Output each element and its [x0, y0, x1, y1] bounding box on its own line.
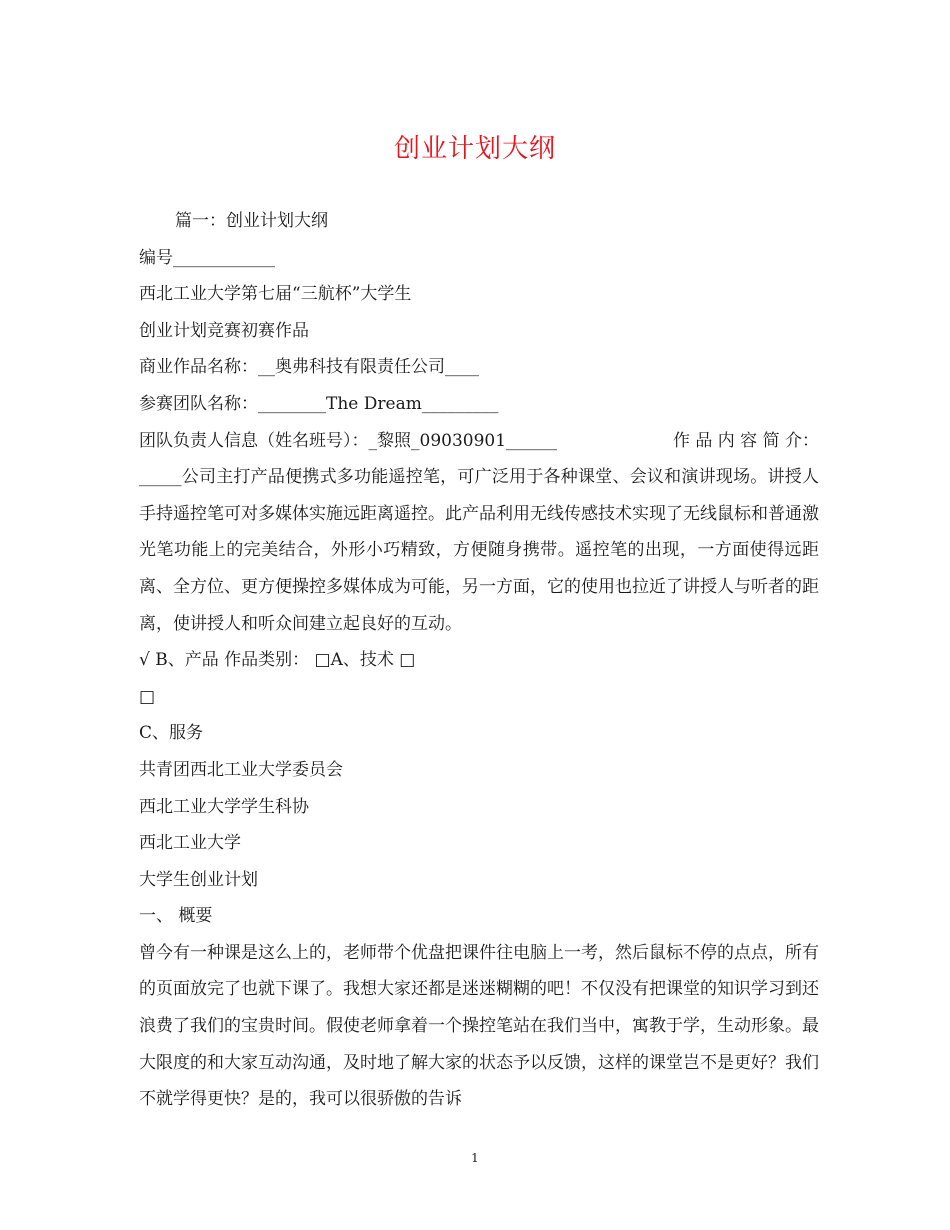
org-line-1: 共青团西北工业大学委员会 [139, 759, 343, 780]
leader-info: 团队负责人信息（姓名班号）：_黎照_09030901______ [139, 430, 558, 451]
plan-title-line: 大学生创业计划 [139, 869, 258, 890]
work-name-line: 商业作品名称：__奥弗科技有限责任公司____ [139, 357, 479, 378]
intro-paragraph: _____公司主打产品便携式多功能遥控笔，可广泛用于各种课堂、会议和演讲现场。讲授人手持遥控笔可对多媒体实施远距离遥控。此产品利用无线传感技术实现了无线鼠标和普通激光笔功能上的完美结合，外形小巧精致，方便随身携带。遥控笔的出现，一方面使得远距离、全方位、更方便操控多媒体成为可能，另一方面，它的使用也拉近了讲授人与听者的距离，使讲授人和听众间建立起良好的互动。 [139, 467, 819, 634]
document-title: 创业计划大纲 [393, 134, 556, 164]
service-line: C、服务 [139, 723, 204, 744]
org-line-2: 西北工业大学学生科协 [139, 796, 309, 817]
competition-line: 创业计划竞赛初赛作品 [139, 320, 309, 341]
serial-number-line: 编号____________ [139, 247, 275, 268]
article-heading: 篇一：创业计划大纲 [175, 211, 328, 231]
document-body [139, 203, 819, 1118]
team-name-line: 参赛团队名称：________The Dream_________ [139, 393, 499, 414]
checkbox-line: □ [139, 686, 156, 707]
intro-label: 作 品 内 容 简 介： [672, 430, 819, 451]
category-line: √ B、产品 作品类别： □A、技术 □ [139, 650, 416, 671]
page-number: 1 [471, 1151, 479, 1165]
section-heading-summary: 一、 概要 [139, 906, 213, 927]
summary-paragraph: 曾今有一种课是这么上的，老师带个优盘把课件往电脑上一考，然后鼠标不停的点点，所有的页面放完了也就下课了。我想大家还都是迷迷糊糊的吧！不仅没有把课堂的知识学习到还浪费了我们的宝贵时间。假使老师拿着一个操控笔站在我们当中，寓教于学，生动形象。最大限度的和大家互动沟通，及时地了解大家的状态予以反馈，这样的课堂岂不是更好？我们不就学得更快？是的，我可以很骄傲的告诉 [139, 942, 819, 1110]
leader-info-line [139, 423, 819, 460]
school-line: 西北工业大学第七届“三航杯”大学生 [139, 284, 412, 305]
org-line-3: 西北工业大学 [139, 833, 241, 854]
